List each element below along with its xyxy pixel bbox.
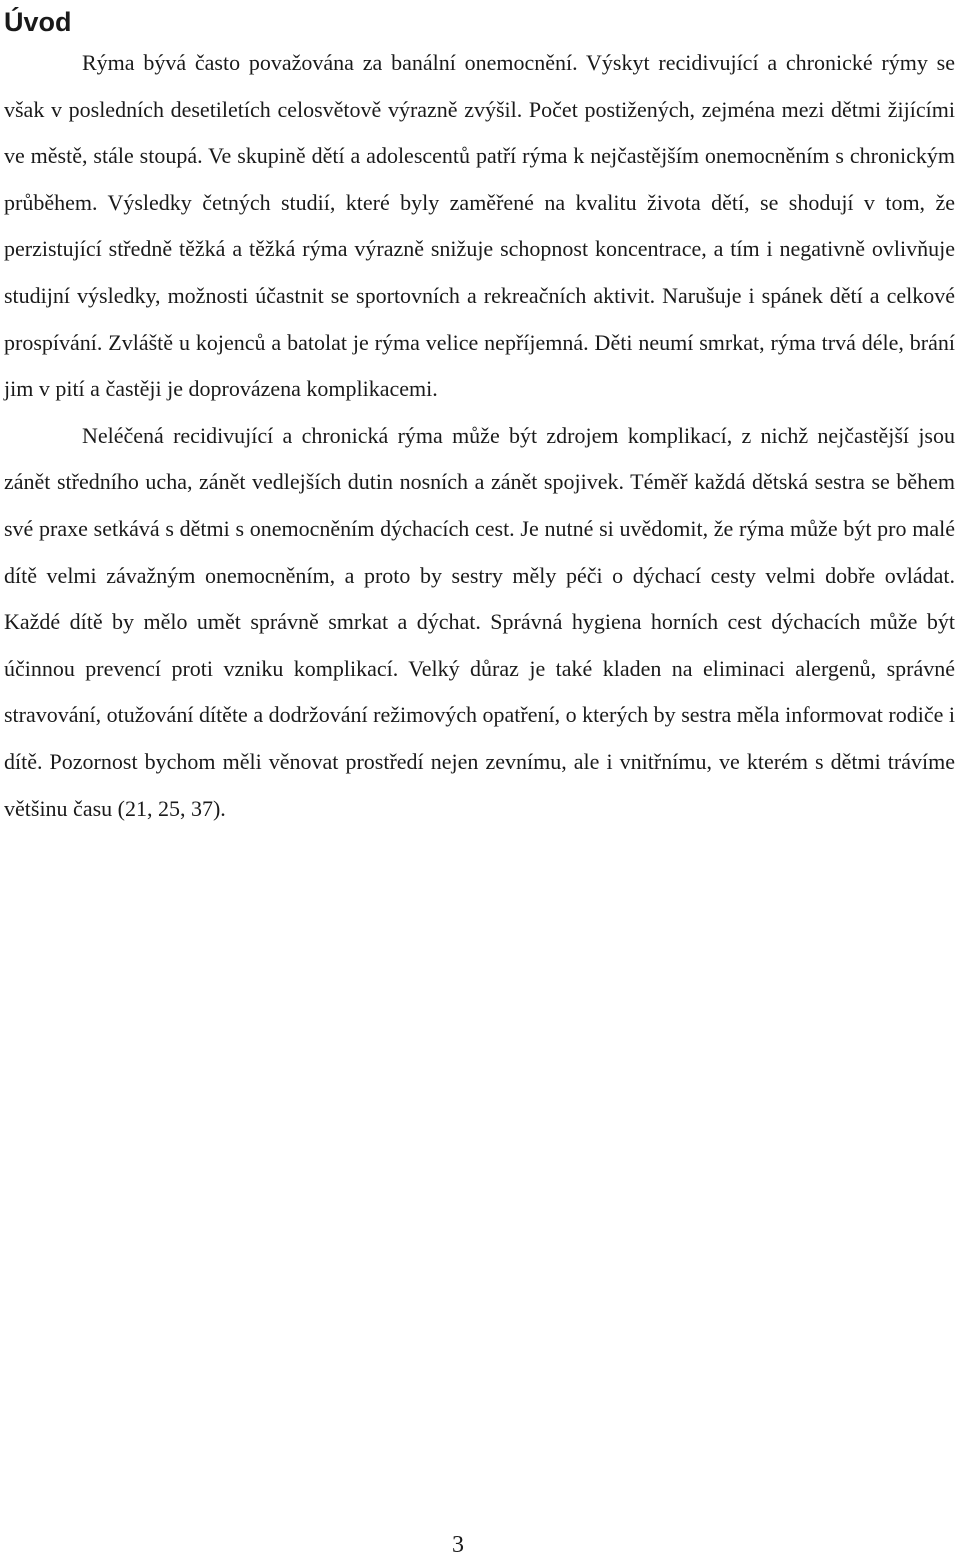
body-text	[4, 40, 955, 832]
page-number: 3	[452, 1532, 464, 1558]
paragraph-1: Rýma bývá často považována za banální onemocnění. Výskyt recidivující a chronické rýmy se však v posledních desetiletích celosvětově výrazně zvýšil. Počet postižených, zejména mezi dětmi žijícími ve městě, stále stoupá. Ve skupině dětí a adolescentů patří rýma k nejčastějším onemocněním s chronickým průběhem. Výsledky četných studií, které byly zaměřené na kvalitu života dětí, se shodují v tom, že perzistující středně těžká a těžká rýma výrazně snižuje schopnost koncentrace, a tím i negativně ovlivňuje studijní výsledky, možnosti účastnit se sportovních a rekreačních aktivit. Narušuje i spánek dětí a celkové prospívání. Zvláště u kojenců a batolat je rýma velice nepříjemná. Děti neumí smrkat, rýma trvá déle, brání jim v pití a častěji je doprovázena komplikacemi.	[4, 50, 955, 402]
paragraph-2: Neléčená recidivující a chronická rýma může být zdrojem komplikací, z nichž nejčastější jsou zánět středního ucha, zánět vedlejších dutin nosních a zánět spojivek. Téměř každá dětská sestra se během své praxe setkává s dětmi s onemocněním dýchacích cest. Je nutné si uvědomit, že rýma může být pro malé dítě velmi závažným onemocněním, a proto by sestry měly péči o dýchací cesty velmi dobře ovládat. Každé dítě by mělo umět správně smrkat a dýchat. Správná hygiena horních cest dýchacích může být účinnou prevencí proti vzniku komplikací. Velký důraz je také kladen na eliminaci alergenů, správné stravování, otužování dítěte a dodržování režimových opatření, o kterých by sestra měla informovat rodiče i dítě. Pozornost bychom měli věnovat prostředí nejen zevnímu, ale i vnitřnímu, ve kterém s dětmi trávíme většinu času (21, 25, 37).	[4, 422, 955, 821]
section-heading: Úvod	[4, 7, 72, 37]
